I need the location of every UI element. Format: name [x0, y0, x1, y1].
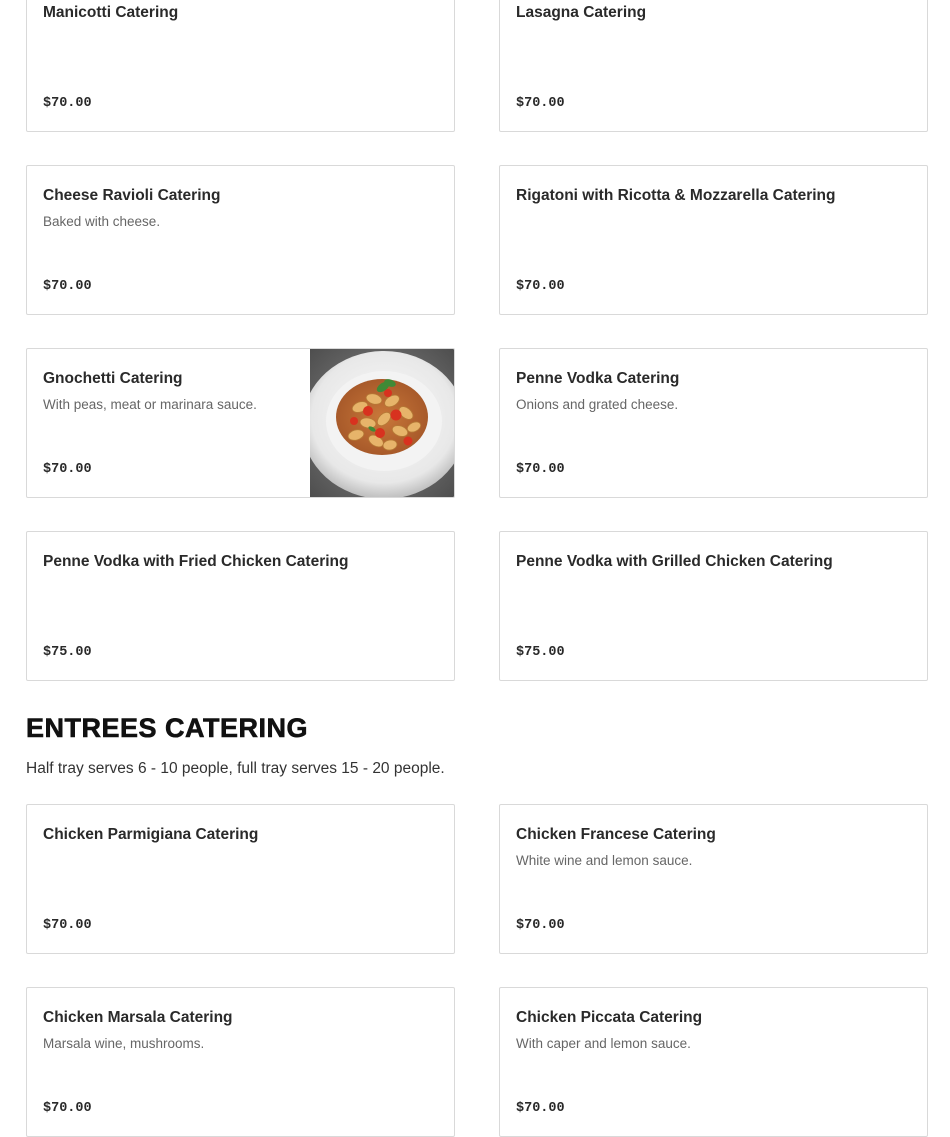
menu-item-name: Penne Vodka Catering [516, 370, 680, 387]
menu-item-card[interactable] [499, 804, 928, 954]
menu-item-card[interactable] [26, 0, 455, 132]
menu-item-price: $70.00 [516, 918, 565, 933]
menu-item-price: $70.00 [516, 279, 565, 294]
menu-item-name: Chicken Parmigiana Catering [43, 826, 259, 843]
menu-item-description: Onions and grated cheese. [516, 397, 679, 412]
menu-item-name: Penne Vodka with Grilled Chicken Catering [516, 553, 833, 570]
menu-item-body [43, 825, 438, 953]
menu-item-body [516, 186, 911, 314]
menu-item-name: Chicken Marsala Catering [43, 1009, 233, 1026]
menu-page [26, 0, 928, 1137]
menu-item-card[interactable] [26, 804, 455, 954]
menu-item-card[interactable] [26, 165, 455, 315]
gnocchi-dish-image[interactable] [310, 349, 454, 497]
menu-item-body [516, 369, 911, 497]
menu-item-price: $70.00 [43, 462, 92, 477]
menu-item-card[interactable] [26, 531, 455, 681]
menu-item-body [43, 552, 438, 680]
menu-item-price: $70.00 [43, 1101, 92, 1116]
entrees-section-header [26, 711, 928, 779]
menu-item-card[interactable] [499, 987, 928, 1137]
menu-item-body [43, 369, 294, 497]
menu-item-name: Manicotti Catering [43, 4, 179, 21]
menu-item-card[interactable] [499, 348, 928, 498]
menu-item-description: With caper and lemon sauce. [516, 1036, 691, 1051]
menu-item-description: Baked with cheese. [43, 214, 161, 229]
menu-item-name: Rigatoni with Ricotta & Mozzarella Catering [516, 187, 836, 204]
menu-item-card[interactable] [499, 0, 928, 132]
menu-item-price: $70.00 [516, 462, 565, 477]
menu-item-card[interactable] [499, 531, 928, 681]
section-title: ENTREES CATERING [26, 713, 309, 743]
section-subtitle: Half tray serves 6 - 10 people, full tray serves 15 - 20 people. [26, 760, 445, 777]
menu-item-price: $70.00 [516, 96, 565, 111]
menu-item-price: $70.00 [43, 279, 92, 294]
menu-item-price: $70.00 [43, 918, 92, 933]
menu-item-body [43, 186, 438, 314]
menu-item-price: $75.00 [516, 645, 565, 660]
entrees-catering-grid [26, 804, 928, 1137]
menu-item-card[interactable] [26, 348, 455, 498]
menu-item-body [516, 825, 911, 953]
menu-item-body [43, 1008, 438, 1136]
menu-item-name: Gnochetti Catering [43, 370, 183, 387]
menu-item-body [516, 3, 911, 131]
menu-item-body [43, 3, 438, 131]
menu-item-body [516, 1008, 911, 1136]
menu-item-name: Chicken Francese Catering [516, 826, 716, 843]
pasta-catering-grid [26, 0, 928, 681]
menu-item-name: Cheese Ravioli Catering [43, 187, 221, 204]
menu-item-description: White wine and lemon sauce. [516, 853, 693, 868]
menu-item-name: Penne Vodka with Fried Chicken Catering [43, 553, 349, 570]
menu-item-price: $70.00 [43, 96, 92, 111]
menu-item-card[interactable] [499, 165, 928, 315]
menu-item-name: Chicken Piccata Catering [516, 1009, 703, 1026]
menu-item-card[interactable] [26, 987, 455, 1137]
menu-item-description: With peas, meat or marinara sauce. [43, 397, 257, 412]
menu-item-body [516, 552, 911, 680]
menu-item-price: $70.00 [516, 1101, 565, 1116]
menu-item-price: $75.00 [43, 645, 92, 660]
menu-item-description: Marsala wine, mushrooms. [43, 1036, 205, 1051]
menu-item-name: Lasagna Catering [516, 4, 647, 21]
